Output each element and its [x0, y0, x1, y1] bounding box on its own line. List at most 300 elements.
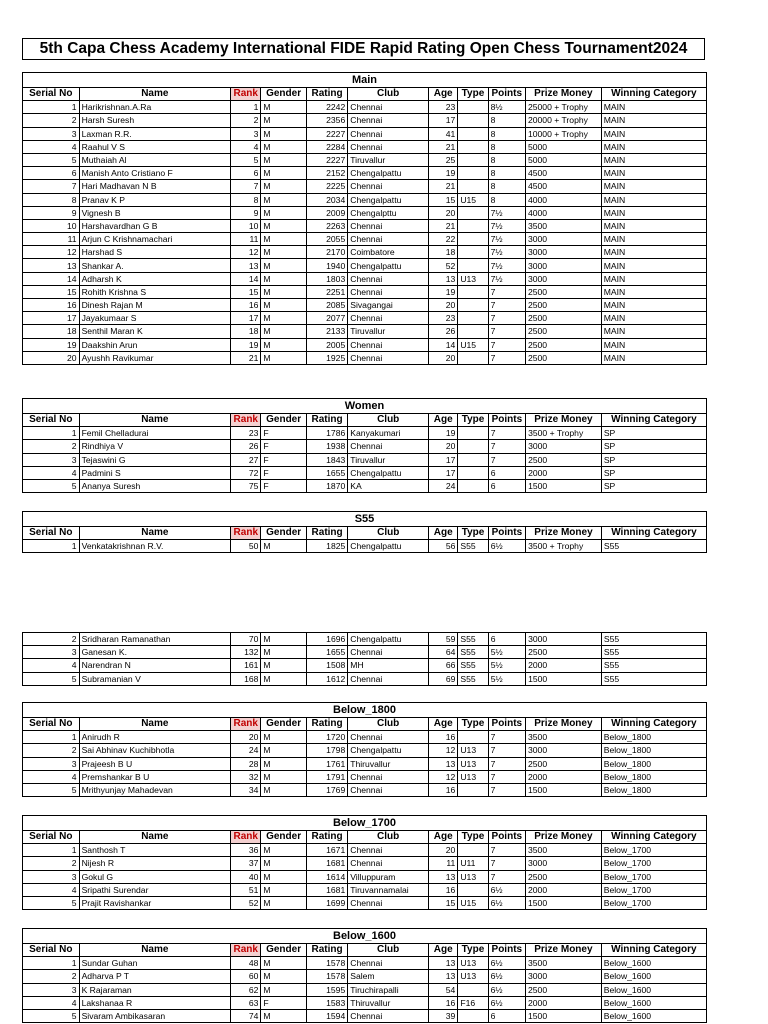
prize-money-cell: 2500	[525, 285, 601, 298]
points-cell: 7	[488, 338, 525, 351]
age-cell: 13	[429, 870, 458, 883]
table-row	[23, 783, 707, 796]
rank-cell: 48	[231, 957, 261, 970]
table-row	[23, 285, 707, 298]
table-row	[23, 114, 707, 127]
gender-cell: M	[261, 246, 306, 259]
table-row	[23, 206, 707, 219]
prize-money-cell: 3000	[525, 246, 601, 259]
gender-cell: M	[261, 633, 306, 646]
name-cell: Prajit Ravishankar	[79, 896, 231, 909]
winning-category-cell: S55	[601, 646, 706, 659]
gender-cell: M	[261, 883, 306, 896]
rank-cell: 23	[231, 427, 261, 440]
club-cell: Tiruvallur	[348, 453, 429, 466]
rating-cell: 1655	[306, 466, 347, 479]
gender-cell: M	[261, 233, 306, 246]
table-row	[23, 233, 707, 246]
section-title: Women	[23, 399, 707, 414]
winning-category-cell: MAIN	[601, 114, 706, 127]
points-cell: 7	[488, 440, 525, 453]
column-header-winning-category: Winning Category	[601, 88, 706, 101]
age-cell: 41	[429, 127, 458, 140]
section-title: Below_1800	[23, 703, 707, 718]
club-cell: MH	[348, 659, 429, 672]
points-cell: 6½	[488, 540, 525, 553]
name-cell: Rohith Krishna S	[79, 285, 231, 298]
column-header-rating: Rating	[306, 414, 347, 427]
points-cell: 6½	[488, 957, 525, 970]
winning-category-cell: MAIN	[601, 193, 706, 206]
prize-money-cell: 3000	[526, 857, 602, 870]
points-cell: 7	[488, 757, 525, 770]
type-cell	[458, 259, 488, 272]
serial-no-cell: 1	[23, 957, 80, 970]
type-cell: U13	[458, 757, 488, 770]
club-cell: Chengalpattu	[348, 193, 429, 206]
gender-cell: M	[261, 153, 306, 166]
points-cell: 7	[488, 744, 525, 757]
rating-cell: 1612	[306, 672, 347, 685]
points-cell: 8	[488, 114, 525, 127]
type-cell	[458, 427, 488, 440]
rank-cell: 62	[231, 983, 261, 996]
gender-cell: F	[261, 453, 306, 466]
age-cell: 54	[429, 983, 458, 996]
column-header-serial-no: Serial No	[23, 831, 80, 844]
rating-cell: 2055	[306, 233, 347, 246]
gender-cell: M	[261, 140, 306, 153]
prize-money-cell: 2500	[525, 325, 601, 338]
column-header-rating: Rating	[306, 527, 347, 540]
column-header-winning-category: Winning Category	[601, 718, 706, 731]
type-cell: U13	[458, 770, 488, 783]
age-cell: 12	[429, 770, 458, 783]
name-cell: Harsh Suresh	[79, 114, 231, 127]
gender-cell: M	[261, 101, 306, 114]
gender-cell: M	[261, 770, 306, 783]
name-cell: Laxman R.R.	[79, 127, 231, 140]
type-cell: U15	[458, 338, 488, 351]
rating-cell: 1699	[306, 896, 347, 909]
table-row	[23, 857, 707, 870]
points-cell: 7½	[488, 259, 525, 272]
prize-money-cell: 1500	[526, 783, 602, 796]
age-cell: 14	[429, 338, 458, 351]
name-cell: Lakshanaa R	[79, 996, 231, 1009]
type-cell: U13	[458, 870, 488, 883]
column-header-type: Type	[458, 88, 488, 101]
winning-category-cell: Below_1800	[601, 731, 706, 744]
winning-category-cell: SP	[601, 466, 706, 479]
type-cell: U13	[458, 744, 488, 757]
age-cell: 19	[429, 427, 458, 440]
points-cell: 6	[488, 633, 525, 646]
prize-money-cell: 2000	[526, 659, 602, 672]
club-cell: Chengalpttu	[348, 206, 429, 219]
points-cell: 7	[488, 770, 525, 783]
rating-cell: 1940	[306, 259, 347, 272]
prize-money-cell: 3000	[526, 440, 602, 453]
age-cell: 23	[429, 312, 458, 325]
rank-cell: 168	[231, 672, 261, 685]
rating-cell: 1720	[306, 731, 347, 744]
type-cell	[458, 167, 488, 180]
name-cell: Ayushh Ravikumar	[79, 351, 231, 364]
serial-no-cell: 20	[23, 351, 80, 364]
club-cell: Chennai	[348, 312, 429, 325]
section-title: Below_1700	[23, 816, 707, 831]
name-cell: Vignesh B	[79, 206, 231, 219]
name-cell: Mrithyunjay Mahadevan	[79, 783, 231, 796]
gender-cell: M	[261, 206, 306, 219]
club-cell: Chennai	[348, 770, 429, 783]
column-header-serial-no: Serial No	[23, 414, 80, 427]
serial-no-cell: 4	[23, 466, 80, 479]
points-cell: 6	[488, 466, 525, 479]
points-cell: 8½	[488, 101, 525, 114]
gender-cell: M	[261, 114, 306, 127]
section-table-main	[22, 72, 707, 365]
section-title: S55	[23, 512, 707, 527]
table-row	[23, 101, 707, 114]
points-cell: 7½	[488, 272, 525, 285]
rank-cell: 70	[231, 633, 261, 646]
type-cell	[458, 219, 488, 232]
prize-money-cell: 2500	[526, 757, 602, 770]
table-row	[23, 540, 707, 553]
column-header-name: Name	[79, 527, 231, 540]
club-cell: Tiruvallur	[348, 153, 429, 166]
prize-money-cell: 2500	[526, 983, 602, 996]
column-header-age: Age	[429, 944, 458, 957]
prize-money-cell: 3000	[526, 744, 602, 757]
rank-cell: 27	[231, 453, 261, 466]
column-header-club: Club	[348, 831, 429, 844]
rank-cell: 32	[231, 770, 261, 783]
serial-no-cell: 3	[23, 757, 80, 770]
type-cell: U13	[458, 272, 488, 285]
rank-cell: 36	[231, 844, 261, 857]
table-row	[23, 299, 707, 312]
points-cell: 7	[488, 783, 525, 796]
club-cell: Chennai	[348, 731, 429, 744]
column-header-rating: Rating	[306, 831, 347, 844]
prize-money-cell: 3500 + Trophy	[526, 427, 602, 440]
type-cell	[458, 351, 488, 364]
rating-cell: 2085	[306, 299, 347, 312]
serial-no-cell: 19	[23, 338, 80, 351]
gender-cell: M	[261, 285, 306, 298]
age-cell: 26	[429, 325, 458, 338]
serial-no-cell: 1	[23, 427, 80, 440]
points-cell: 7	[488, 857, 525, 870]
name-cell: Ganesan K.	[79, 646, 231, 659]
column-header-prize-money: Prize Money	[526, 831, 602, 844]
type-cell: S55	[458, 540, 488, 553]
column-header-winning-category: Winning Category	[601, 944, 706, 957]
winning-category-cell: S55	[601, 540, 706, 553]
name-cell: Sai Abhinav Kuchibhotla	[79, 744, 231, 757]
rank-cell: 14	[231, 272, 261, 285]
name-cell: Padmini S	[79, 466, 231, 479]
rank-cell: 161	[231, 659, 261, 672]
serial-no-cell: 7	[23, 180, 80, 193]
rating-cell: 1825	[306, 540, 347, 553]
rating-cell: 2356	[306, 114, 347, 127]
column-header-rank: Rank	[231, 88, 261, 101]
rank-cell: 24	[231, 744, 261, 757]
rank-cell: 17	[231, 312, 261, 325]
points-cell: 7	[488, 870, 525, 883]
prize-money-cell: 3000	[526, 970, 602, 983]
name-cell: Adharva P T	[79, 970, 231, 983]
winning-category-cell: MAIN	[601, 299, 706, 312]
serial-no-cell: 5	[23, 479, 80, 492]
column-header-name: Name	[79, 718, 231, 731]
age-cell: 15	[429, 193, 458, 206]
name-cell: Rindhiya V	[79, 440, 231, 453]
rank-cell: 11	[231, 233, 261, 246]
gender-cell: M	[261, 167, 306, 180]
points-cell: 5½	[488, 659, 525, 672]
table-row	[23, 351, 707, 364]
prize-money-cell: 5000	[525, 153, 601, 166]
club-cell: Chennai	[348, 844, 429, 857]
age-cell: 20	[429, 844, 458, 857]
age-cell: 16	[429, 996, 458, 1009]
column-header-winning-category: Winning Category	[601, 414, 706, 427]
winning-category-cell: MAIN	[601, 246, 706, 259]
rank-cell: 10	[231, 219, 261, 232]
club-cell: Chennai	[348, 285, 429, 298]
type-cell	[458, 246, 488, 259]
type-cell	[458, 285, 488, 298]
points-cell: 8	[488, 153, 525, 166]
column-header-serial-no: Serial No	[23, 718, 80, 731]
type-cell	[458, 325, 488, 338]
type-cell: U11	[458, 857, 488, 870]
winning-category-cell: MAIN	[601, 167, 706, 180]
column-header-club: Club	[348, 527, 429, 540]
age-cell: 16	[429, 731, 458, 744]
prize-money-cell: 1500	[526, 896, 602, 909]
name-cell: Sundar Guhan	[79, 957, 231, 970]
serial-no-cell: 5	[23, 783, 80, 796]
age-cell: 59	[429, 633, 458, 646]
column-header-rating: Rating	[306, 718, 347, 731]
serial-no-cell: 12	[23, 246, 80, 259]
prize-money-cell: 1500	[526, 1009, 602, 1022]
column-header-age: Age	[429, 88, 458, 101]
name-cell: K Rajaraman	[79, 983, 231, 996]
rating-cell: 1594	[306, 1009, 347, 1022]
rating-cell: 1925	[306, 351, 347, 364]
rank-cell: 4	[231, 140, 261, 153]
prize-money-cell: 2500	[525, 338, 601, 351]
section-table-below_1600	[22, 928, 707, 1023]
points-cell: 6½	[488, 896, 525, 909]
age-cell: 56	[429, 540, 458, 553]
column-header-type: Type	[458, 527, 488, 540]
gender-cell: M	[261, 970, 306, 983]
table-row	[23, 466, 707, 479]
winning-category-cell: MAIN	[601, 312, 706, 325]
type-cell	[458, 983, 488, 996]
rank-cell: 5	[231, 153, 261, 166]
serial-no-cell: 2	[23, 857, 80, 870]
points-cell: 8	[488, 127, 525, 140]
header-row	[23, 944, 707, 957]
serial-no-cell: 6	[23, 167, 80, 180]
gender-cell: M	[261, 259, 306, 272]
column-header-gender: Gender	[261, 414, 306, 427]
gender-cell: M	[261, 338, 306, 351]
winning-category-cell: S55	[601, 633, 706, 646]
name-cell: Daakshin Arun	[79, 338, 231, 351]
age-cell: 25	[429, 153, 458, 166]
prize-money-cell: 3500	[525, 219, 601, 232]
rating-cell: 2284	[306, 140, 347, 153]
rating-cell: 1614	[306, 870, 347, 883]
age-cell: 16	[429, 783, 458, 796]
serial-no-cell: 2	[23, 114, 80, 127]
rank-cell: 6	[231, 167, 261, 180]
section-table-below_1700	[22, 815, 707, 910]
club-cell: Chennai	[348, 140, 429, 153]
serial-no-cell: 1	[23, 101, 80, 114]
winning-category-cell: MAIN	[601, 272, 706, 285]
serial-no-cell: 14	[23, 272, 80, 285]
rank-cell: 15	[231, 285, 261, 298]
prize-money-cell: 2500	[525, 299, 601, 312]
club-cell: Thiruvallur	[348, 996, 429, 1009]
gender-cell: M	[261, 744, 306, 757]
rank-cell: 13	[231, 259, 261, 272]
age-cell: 21	[429, 180, 458, 193]
section-table-women	[22, 398, 707, 493]
winning-category-cell: S55	[601, 672, 706, 685]
column-header-rank: Rank	[231, 414, 261, 427]
gender-cell: M	[261, 299, 306, 312]
club-cell: Chennai	[348, 114, 429, 127]
name-cell: Dinesh Rajan M	[79, 299, 231, 312]
rating-cell: 1803	[306, 272, 347, 285]
name-cell: Gokul G	[79, 870, 231, 883]
rank-cell: 1	[231, 101, 261, 114]
rating-cell: 1798	[306, 744, 347, 757]
winning-category-cell: Below_1800	[601, 770, 706, 783]
prize-money-cell: 3000	[525, 259, 601, 272]
column-header-points: Points	[488, 414, 525, 427]
age-cell: 39	[429, 1009, 458, 1022]
name-cell: Narendran N	[79, 659, 231, 672]
column-header-age: Age	[429, 831, 458, 844]
table-row	[23, 140, 707, 153]
rank-cell: 34	[231, 783, 261, 796]
type-cell	[458, 114, 488, 127]
table-row	[23, 731, 707, 744]
column-header-prize-money: Prize Money	[526, 944, 602, 957]
winning-category-cell: Below_1600	[601, 1009, 706, 1022]
header-row	[23, 527, 707, 540]
column-header-points: Points	[488, 88, 525, 101]
winning-category-cell: Below_1600	[601, 983, 706, 996]
gender-cell: M	[261, 783, 306, 796]
rank-cell: 72	[231, 466, 261, 479]
header-row	[23, 414, 707, 427]
gender-cell: F	[261, 427, 306, 440]
table-row	[23, 153, 707, 166]
rank-cell: 52	[231, 896, 261, 909]
gender-cell: M	[261, 857, 306, 870]
serial-no-cell: 9	[23, 206, 80, 219]
prize-money-cell: 5000	[525, 140, 601, 153]
table-row	[23, 453, 707, 466]
winning-category-cell: Below_1800	[601, 757, 706, 770]
points-cell: 7	[488, 731, 525, 744]
prize-money-cell: 3500	[526, 957, 602, 970]
name-cell: Manish Anto Cristiano F	[79, 167, 231, 180]
column-header-age: Age	[429, 718, 458, 731]
table-row	[23, 259, 707, 272]
column-header-rating: Rating	[306, 88, 347, 101]
rank-cell: 3	[231, 127, 261, 140]
column-header-type: Type	[458, 718, 488, 731]
points-cell: 8	[488, 167, 525, 180]
rating-cell: 2251	[306, 285, 347, 298]
rating-cell: 1595	[306, 983, 347, 996]
table-row	[23, 246, 707, 259]
club-cell: Chennai	[348, 896, 429, 909]
rating-cell: 1655	[306, 646, 347, 659]
column-header-prize-money: Prize Money	[526, 718, 602, 731]
club-cell: Chennai	[348, 219, 429, 232]
table-row	[23, 338, 707, 351]
winning-category-cell: Below_1700	[601, 844, 706, 857]
winning-category-cell: MAIN	[601, 140, 706, 153]
type-cell	[458, 127, 488, 140]
rank-cell: 16	[231, 299, 261, 312]
points-cell: 7½	[488, 206, 525, 219]
points-cell: 7	[488, 299, 525, 312]
rating-cell: 1671	[306, 844, 347, 857]
gender-cell: M	[261, 325, 306, 338]
prize-money-cell: 10000 + Trophy	[525, 127, 601, 140]
type-cell	[458, 206, 488, 219]
rating-cell: 2227	[306, 153, 347, 166]
rating-cell: 1843	[306, 453, 347, 466]
prize-money-cell: 2000	[526, 996, 602, 1009]
type-cell: U13	[458, 970, 488, 983]
table-row	[23, 744, 707, 757]
age-cell: 11	[429, 857, 458, 870]
points-cell: 8	[488, 140, 525, 153]
rank-cell: 74	[231, 1009, 261, 1022]
type-cell: U13	[458, 957, 488, 970]
column-header-age: Age	[429, 527, 458, 540]
column-header-gender: Gender	[261, 944, 306, 957]
winning-category-cell: Below_1800	[601, 783, 706, 796]
rank-cell: 26	[231, 440, 261, 453]
prize-money-cell: 2000	[526, 466, 602, 479]
gender-cell: M	[261, 312, 306, 325]
prize-money-cell: 2000	[526, 883, 602, 896]
column-header-rank: Rank	[231, 831, 261, 844]
club-cell: Chennai	[348, 1009, 429, 1022]
type-cell	[458, 312, 488, 325]
age-cell: 18	[429, 246, 458, 259]
